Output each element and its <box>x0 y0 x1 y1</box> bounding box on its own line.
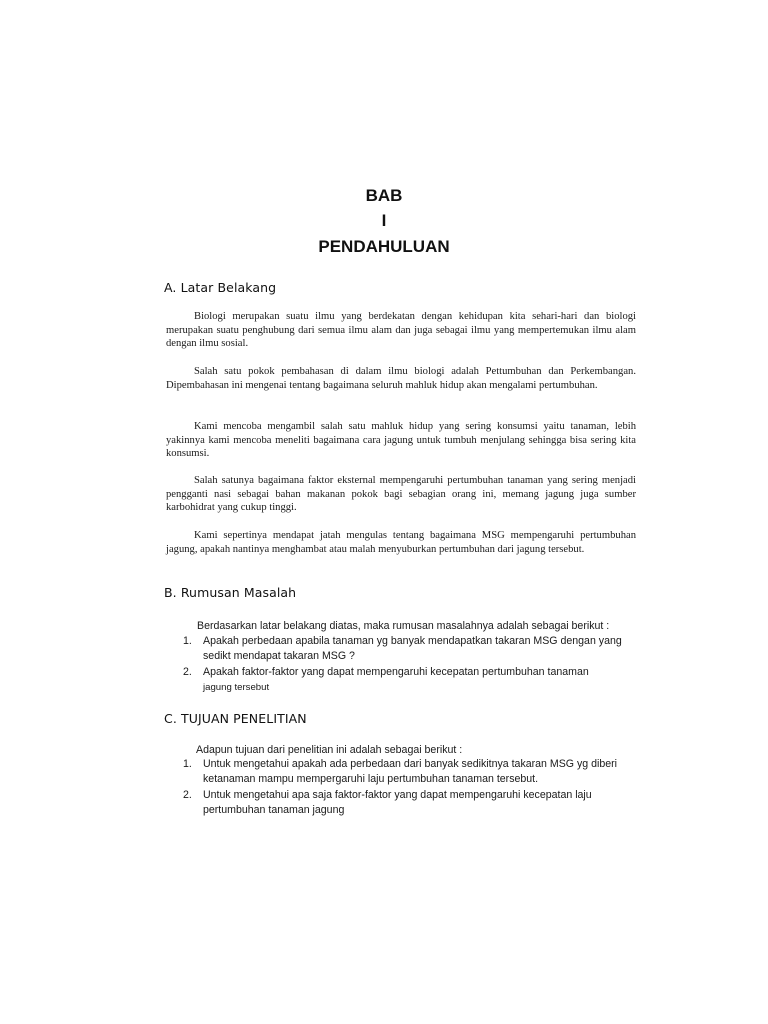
section-b-intro: Berdasarkan latar belakang diatas, maka rumusan masalahnya adalah sebagai berikut : <box>197 620 610 632</box>
list-item-text: Apakah faktor-faktor yang dapat mempengaruhi kecepatan pertumbuhan tanaman <box>203 666 589 678</box>
list-item <box>183 665 638 695</box>
list-number: 2. <box>183 789 192 801</box>
section-c-intro: Adapun tujuan dari penelitian ini adalah sebagai berikut : <box>196 744 463 756</box>
paragraph-3 <box>166 420 636 461</box>
list-item-text: Untuk mengetahui apa saja faktor-faktor yang dapat mempengaruhi kecepatan laju pertumbuhan tanaman jagung <box>203 789 592 816</box>
paragraph-2-text: Salah satu pokok pembahasan di dalam ilmu biologi adalah Pettumbuhan dan Perkembangan. Dipembahasan ini mengenai tentang bagaimana seluruh mahluk hidup akan mengalami pertumbuhan. <box>166 366 636 391</box>
list-item <box>183 757 633 786</box>
chapter-label: BAB <box>365 186 403 205</box>
list-item-text: Apakah perbedaan apabila tanaman yg banyak mendapatkan takaran MSG dengan yang sedikt mendapat takaran MSG ? <box>203 635 622 662</box>
list-number: 1. <box>183 758 192 770</box>
paragraph-1-text: Biologi merupakan suatu ilmu yang berdekatan dengan kehidupan kita sehari-hari dan biologi merupakan suatu penghubung dari semua ilmu alam dan juga sebagai ilmu yang mempertemukan ilmu alam dengan ilmu sosial. <box>166 311 636 349</box>
paragraph-4 <box>166 474 636 515</box>
list-item-text-tail: jagung tersebut <box>203 681 270 693</box>
paragraph-4-text: Salah satunya bagaimana faktor eksternal mempengaruhi pertumbuhan tanaman yang sering menjadi pengganti nasi sebagai bahan makanan pokok bagi sebagian orang ini, memang jagung juga sumber karbohidrat yang cukup tinggi. <box>166 475 636 513</box>
section-c-heading: C. TUJUAN PENELITIAN <box>164 711 307 726</box>
paragraph-5-text: Kami sepertinya mendapat jatah mengulas tentang bagaimana MSG mempengaruhi pertumbuhan jagung, apakah nantinya menghambat atau malah menyuburkan pertumbuhan dari jagung tersebut. <box>166 530 636 555</box>
list-item <box>183 634 638 663</box>
list-number: 2. <box>183 666 192 678</box>
problem-list <box>183 634 638 697</box>
list-item-text: Untuk mengetahui apakah ada perbedaan dari banyak sedikitnya takaran MSG yg diberi ketanaman mampu mempergaruhi laju pertumbuhan tanaman tersebut. <box>203 758 618 785</box>
chapter-title: PENDAHULUAN <box>318 237 450 256</box>
chapter-number: I <box>381 211 387 230</box>
paragraph-2 <box>166 365 636 392</box>
paragraph-5 <box>166 529 636 556</box>
paragraph-1 <box>166 310 636 351</box>
section-b-heading: B. Rumusan Masalah <box>164 585 297 600</box>
objective-list <box>183 757 633 819</box>
paragraph-3-text: Kami mencoba mengambil salah satu mahluk hidup yang sering konsumsi yaitu tanaman, lebih yakinnya kami mencoba meneliti bagaimana cara jagung untuk tumbuh menjulang sehingga bisa sering kita konsumsi. <box>166 421 636 459</box>
list-item <box>183 788 633 817</box>
list-number: 1. <box>183 635 192 647</box>
section-a-heading: A. Latar Belakang <box>164 280 277 295</box>
